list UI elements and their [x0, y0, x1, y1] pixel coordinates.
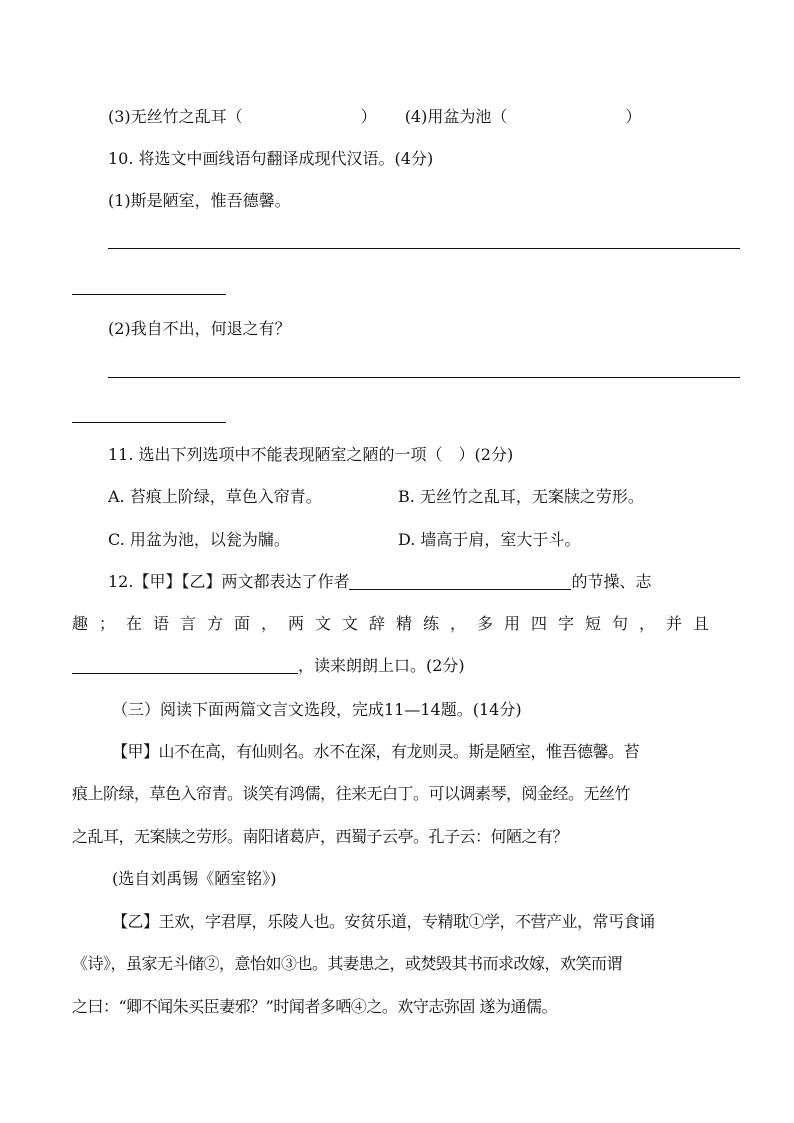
passage-yi-line-1: 【乙】王欢，字君厚，乐陵人也。安贫乐道，专精耽①学，不营产业，常丐食诵: [112, 912, 655, 931]
answer-line-continuation[interactable]: [72, 294, 226, 295]
q12-part-2: 的节操、志: [571, 572, 652, 591]
q9-item4-label: (4)用盆为池（: [404, 107, 508, 126]
passage-jia-line-1: 【甲】山不在高，有仙则名。水不在深，有龙则灵。斯是陋室，惟吾德馨。苔: [112, 742, 640, 761]
q11-option-c: C. 用盆为池，以瓮为牖。: [108, 530, 290, 549]
passage-yi-line-2: 《诗》，虽家无斗储②，意怡如③也。其妻患之，或焚毁其书而求改嫁，欢笑而谓: [72, 954, 623, 973]
q12-blank-2[interactable]: [72, 657, 298, 674]
q12-blank-1[interactable]: [349, 573, 571, 590]
q11-title: 11. 选出下列选项中不能表现陋室之陋的一项（ ）(2分): [108, 445, 514, 464]
q9-item3-close: ）: [360, 107, 377, 126]
q12-line-3: [72, 655, 465, 677]
passage-yi-line-3: 之曰：“卿不闻朱买臣妻邪？”时闻者多哂④之。欢守志弥固 遂为通儒。: [72, 997, 557, 1016]
q10-sentence-1: (1)斯是陋室，惟吾德馨。: [108, 191, 291, 210]
answer-line[interactable]: [108, 248, 740, 249]
answer-line[interactable]: [108, 377, 740, 378]
passage-jia-source: (选自刘禹锡《陋室铭》): [112, 869, 277, 888]
section3-heading: （三）阅读下面两篇文言文选段，完成11—14题。(14分): [112, 700, 522, 719]
passage-jia-line-2: 痕上阶绿，草色入帘青。谈笑有鸿儒，往来无白丁。可以调素琴，阅金经。无丝竹: [72, 784, 631, 803]
q9-line: [108, 106, 641, 128]
q10-title: 10. 将选文中画线语句翻译成现代汉语。(4分): [108, 149, 434, 168]
q9-item4-close: ）: [625, 107, 642, 126]
q11-option-a: A. 苔痕上阶绿，草色入帘青。: [108, 487, 322, 506]
q11-option-d: D. 墙高于肩，室大于斗。: [398, 530, 581, 549]
q9-item3-label: (3)无丝竹之乱耳（: [108, 107, 243, 126]
q10-sentence-2: (2)我自不出，何退之有？: [108, 319, 291, 338]
passage-jia-line-3: 之乱耳，无案牍之劳形。南阳诸葛庐，西蜀子云亭。孔子云：何陋之有？: [72, 827, 569, 846]
q11-option-b: B. 无丝竹之乱耳，无案牍之劳形。: [398, 487, 644, 506]
q12-part-1: 12.【甲】【乙】两文都表达了作者: [108, 572, 350, 591]
q12-line-1: [108, 571, 651, 593]
q12-line-2: 趣；在语言方面，两文文辞精练，多用四字短句，并且: [72, 614, 721, 633]
q12-tail: ，读来朗朗上口。(2分): [298, 656, 465, 675]
answer-line-continuation[interactable]: [72, 422, 226, 423]
